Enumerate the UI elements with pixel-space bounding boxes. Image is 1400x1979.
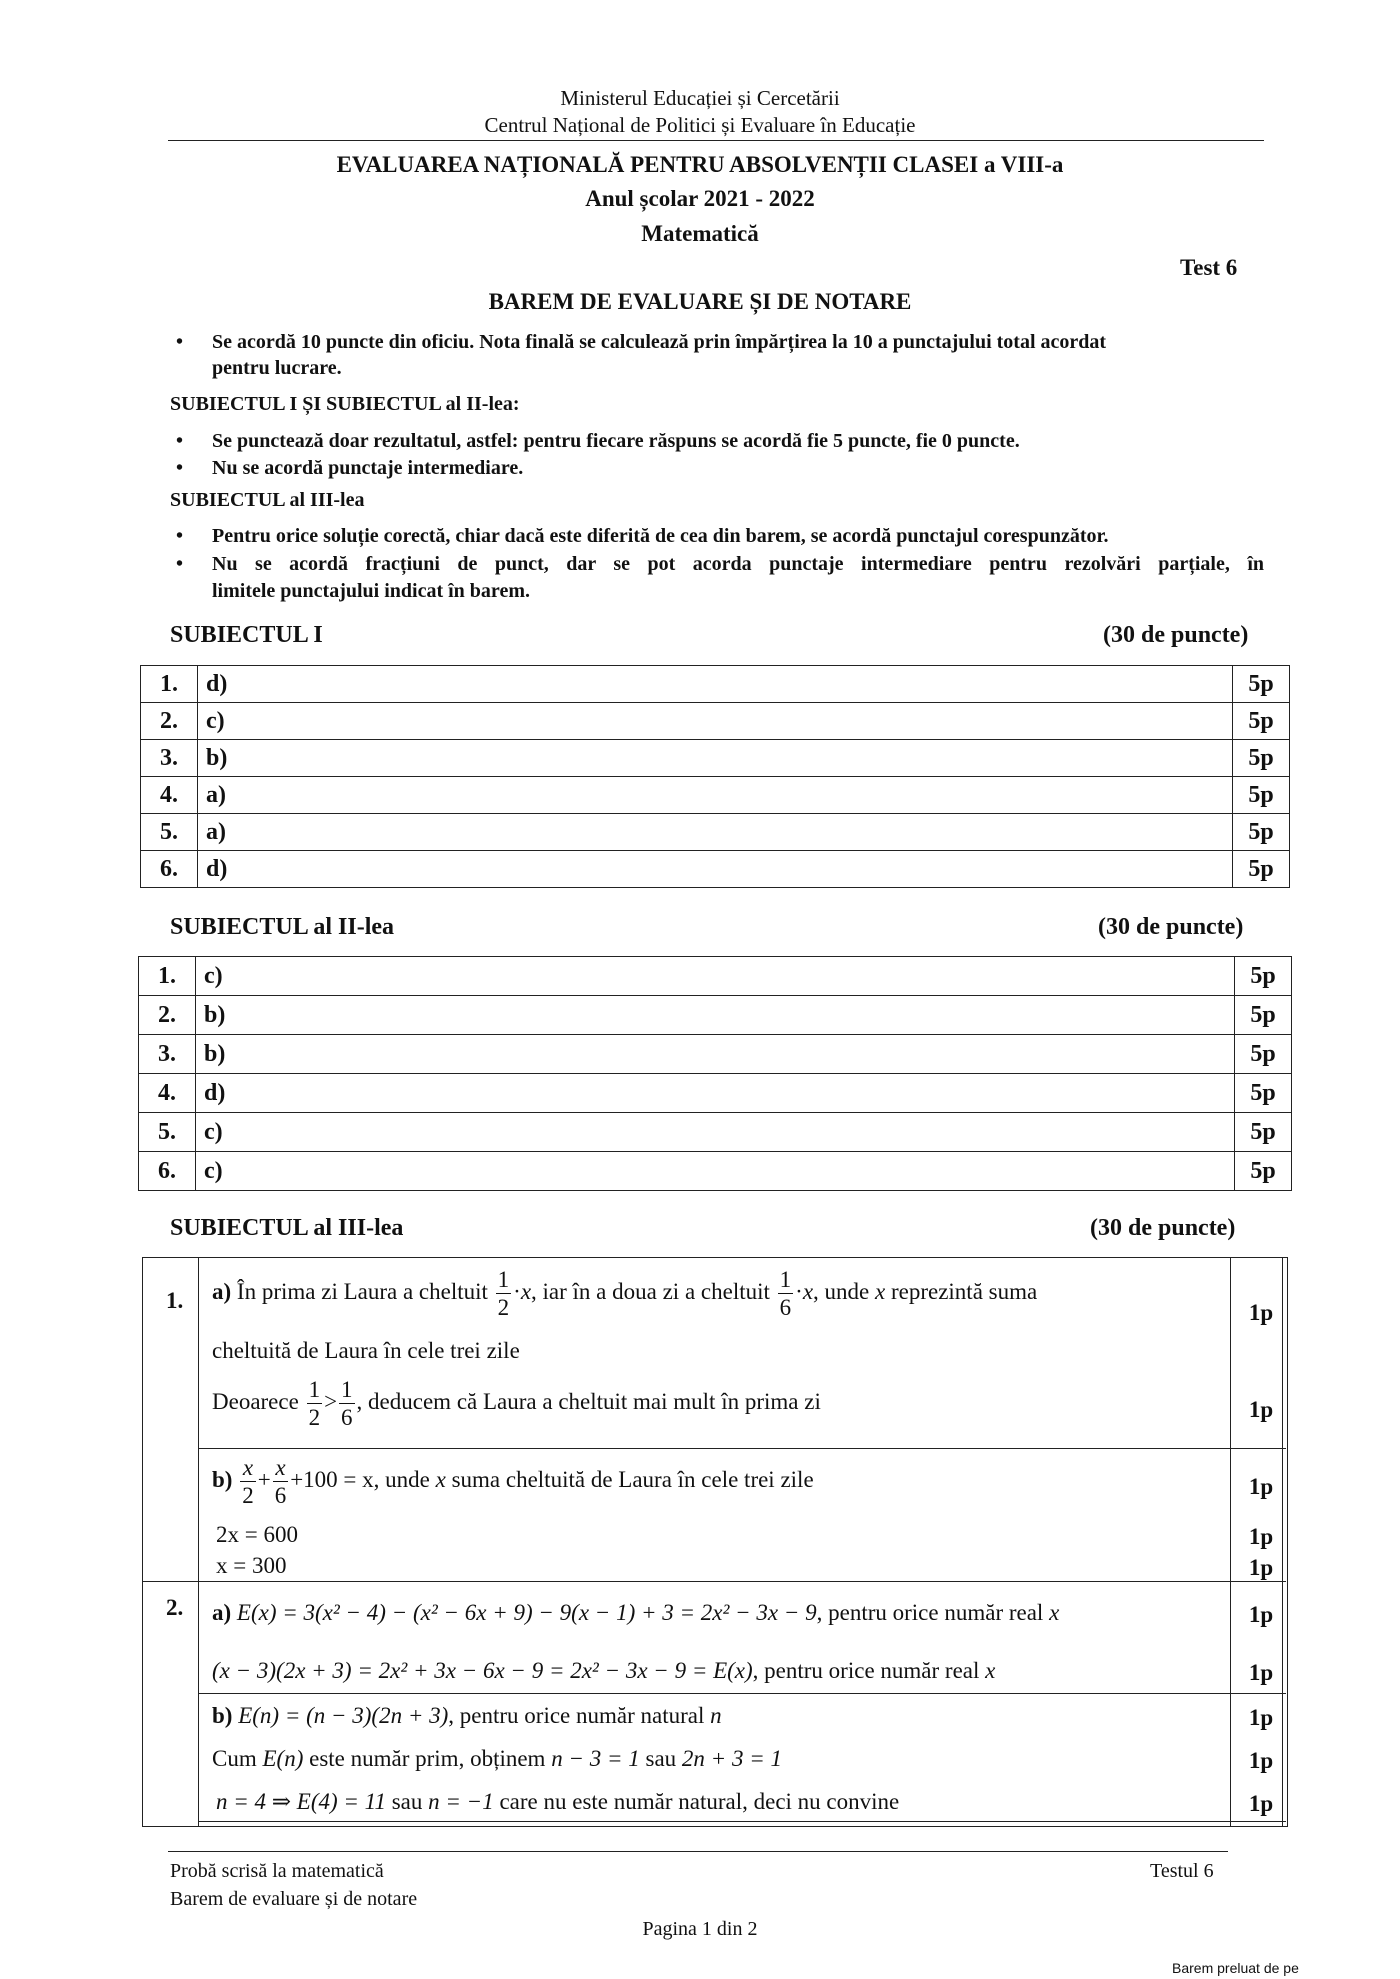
test-number: Test 6 [1180, 255, 1238, 280]
s3-heading: SUBIECTUL al III-lea [170, 489, 365, 511]
subiect1-table [140, 665, 1290, 888]
row-divider [198, 1448, 1286, 1449]
barem-title: BAREM DE EVALUARE ȘI DE NOTARE [488, 289, 912, 314]
footer-right: Testul 6 [1150, 1860, 1214, 1882]
problem1a-line2: cheltuită de Laura în cele trei zile [212, 1338, 520, 1363]
problem2a-points1: 1p [1248, 1602, 1274, 1627]
subiect3-points: (30 de puncte) [1090, 1215, 1236, 1241]
table-row: 5. a) 5p [141, 814, 1290, 851]
problem2a-line2: (x − 3)(2x + 3) = 2x² + 3x − 6x − 9 = 2x² − 3x − 9 = E(x), pentru orice număr real x [212, 1658, 996, 1683]
problem2b-points3: 1p [1248, 1791, 1274, 1816]
table-row: 1. c) 5p [139, 957, 1292, 996]
subject-title: Matematică [641, 221, 759, 246]
footer-divider [168, 1851, 1228, 1852]
table-row: 4. a) 5p [141, 777, 1290, 814]
problem2b-line2: Cum E(n) este număr prim, obținem n − 3 = 1 sau 2n + 3 = 1 [212, 1746, 782, 1771]
row-divider [142, 1581, 1286, 1582]
table-row: 6. d) 5p [141, 851, 1290, 888]
table-row: 6. c) 5p [139, 1152, 1292, 1191]
s3-rule2-line2: limitele punctajului indicat în barem. [212, 580, 530, 602]
subiect1-points: (30 de puncte) [1103, 622, 1249, 648]
bullet-icon: • [176, 457, 184, 479]
problem2b-line1: b) E(n) = (n − 3)(2n + 3), pentru orice număr natural n [212, 1703, 722, 1728]
problem1-number: 1. [166, 1288, 184, 1313]
table-row: 4. d) 5p [139, 1074, 1292, 1113]
table-row: 2. c) 5p [141, 703, 1290, 740]
column-divider [198, 1257, 199, 1827]
footer-left-line1: Probă scrisă la matematică [170, 1860, 384, 1882]
problem1b-points3: 1p [1248, 1555, 1274, 1580]
s3-rule2-line1: Nu se acordă fracțiuni de punct, dar se pot acorda punctaje intermediare pentru rezolvări parțiale, în [212, 553, 1264, 575]
problem2a-points2: 1p [1248, 1660, 1274, 1685]
row-divider [198, 1821, 1286, 1822]
ministry-name: Ministerul Educației și Cercetării [560, 86, 840, 110]
bullet-icon: • [176, 430, 184, 452]
problem1b-line3: x = 300 [216, 1553, 287, 1578]
bullet-icon: • [176, 525, 184, 547]
problem1a-line1: a) În prima zi Laura a cheltuit $\frac{1}{2}$ ·x, iar în a doua zi a cheltuit $\frac{1}{6}$ ·x, unde x reprezintă suma [212, 1267, 1038, 1320]
problem1a-line3: Deoarece $\frac{1}{2}$ > $\frac{1}{6}$ , deducem că Laura a cheltuit mai mult în prima zi [212, 1377, 821, 1430]
bullet-icon: • [176, 331, 184, 353]
footer-left-line2: Barem de evaluare și de notare [170, 1888, 418, 1910]
problem1a-points2: 1p [1248, 1397, 1274, 1422]
problem1b-points2: 1p [1248, 1524, 1274, 1549]
problem2a-line1: a) E(x) = 3(x² − 4) − (x² − 6x + 9) − 9(x − 1) + 3 = 2x² − 3x − 9, pentru orice număr real x [212, 1600, 1060, 1625]
s3-rule1: Pentru orice soluție corectă, chiar dacă este diferită de cea din barem, se acordă punctajul corespunzător. [212, 525, 1109, 547]
general-rule-line2: pentru lucrare. [212, 357, 342, 379]
subiect2-title: SUBIECTUL al II-lea [170, 914, 395, 940]
subiect1-title: SUBIECTUL I [170, 622, 323, 648]
row-divider [198, 1693, 1286, 1694]
s12-heading: SUBIECTUL I ȘI SUBIECTUL al II-lea: [170, 393, 520, 415]
problem2-number: 2. [166, 1595, 184, 1620]
corner-note: Barem preluat de pe [1172, 1960, 1299, 1976]
table-row: 3. b) 5p [141, 740, 1290, 777]
problem1b-line1: b) $\frac{x}{2}$ + $\frac{x}{6}$ +100 = x, unde x suma cheltuită de Laura în cele trei zile [212, 1455, 814, 1508]
problem1a-points1: 1p [1248, 1300, 1274, 1325]
header-divider [168, 140, 1264, 141]
problem1b-line2: 2x = 600 [216, 1522, 298, 1547]
s12-rule2: Nu se acordă punctaje intermediare. [212, 457, 524, 479]
problem1b-points1: 1p [1248, 1474, 1274, 1499]
center-name: Centrul Național de Politici și Evaluare în Educație [484, 113, 916, 137]
exam-title: EVALUAREA NAȚIONALĂ PENTRU ABSOLVENȚII CLASEI a VIII-a [336, 152, 1064, 177]
s12-rule1: Se punctează doar rezultatul, astfel: pentru fiecare răspuns se acordă fie 5 puncte, fie 0 puncte. [212, 430, 1020, 452]
general-rule-line1: Se acordă 10 puncte din oficiu. Nota finală se calculează prin împărțirea la 10 a punctajului total acordat [212, 331, 1107, 353]
table-row: 3. b) 5p [139, 1035, 1292, 1074]
column-divider [1230, 1257, 1231, 1827]
page-number: Pagina 1 din 2 [642, 1918, 758, 1940]
problem2b-line3: n = 4 ⇒ E(4) = 11 sau n = −1 care nu este număr natural, deci nu convine [216, 1789, 900, 1814]
subiect2-table [138, 956, 1292, 1191]
bullet-icon: • [176, 553, 184, 575]
subiect3-title: SUBIECTUL al III-lea [170, 1215, 404, 1241]
table-row: 1. d) 5p [141, 666, 1290, 703]
school-year: Anul școlar 2021 - 2022 [585, 186, 815, 211]
problem2b-points2: 1p [1248, 1748, 1274, 1773]
table-row: 2. b) 5p [139, 996, 1292, 1035]
subiect2-points: (30 de puncte) [1098, 914, 1244, 940]
table-row: 5. c) 5p [139, 1113, 1292, 1152]
problem2b-points1: 1p [1248, 1705, 1274, 1730]
